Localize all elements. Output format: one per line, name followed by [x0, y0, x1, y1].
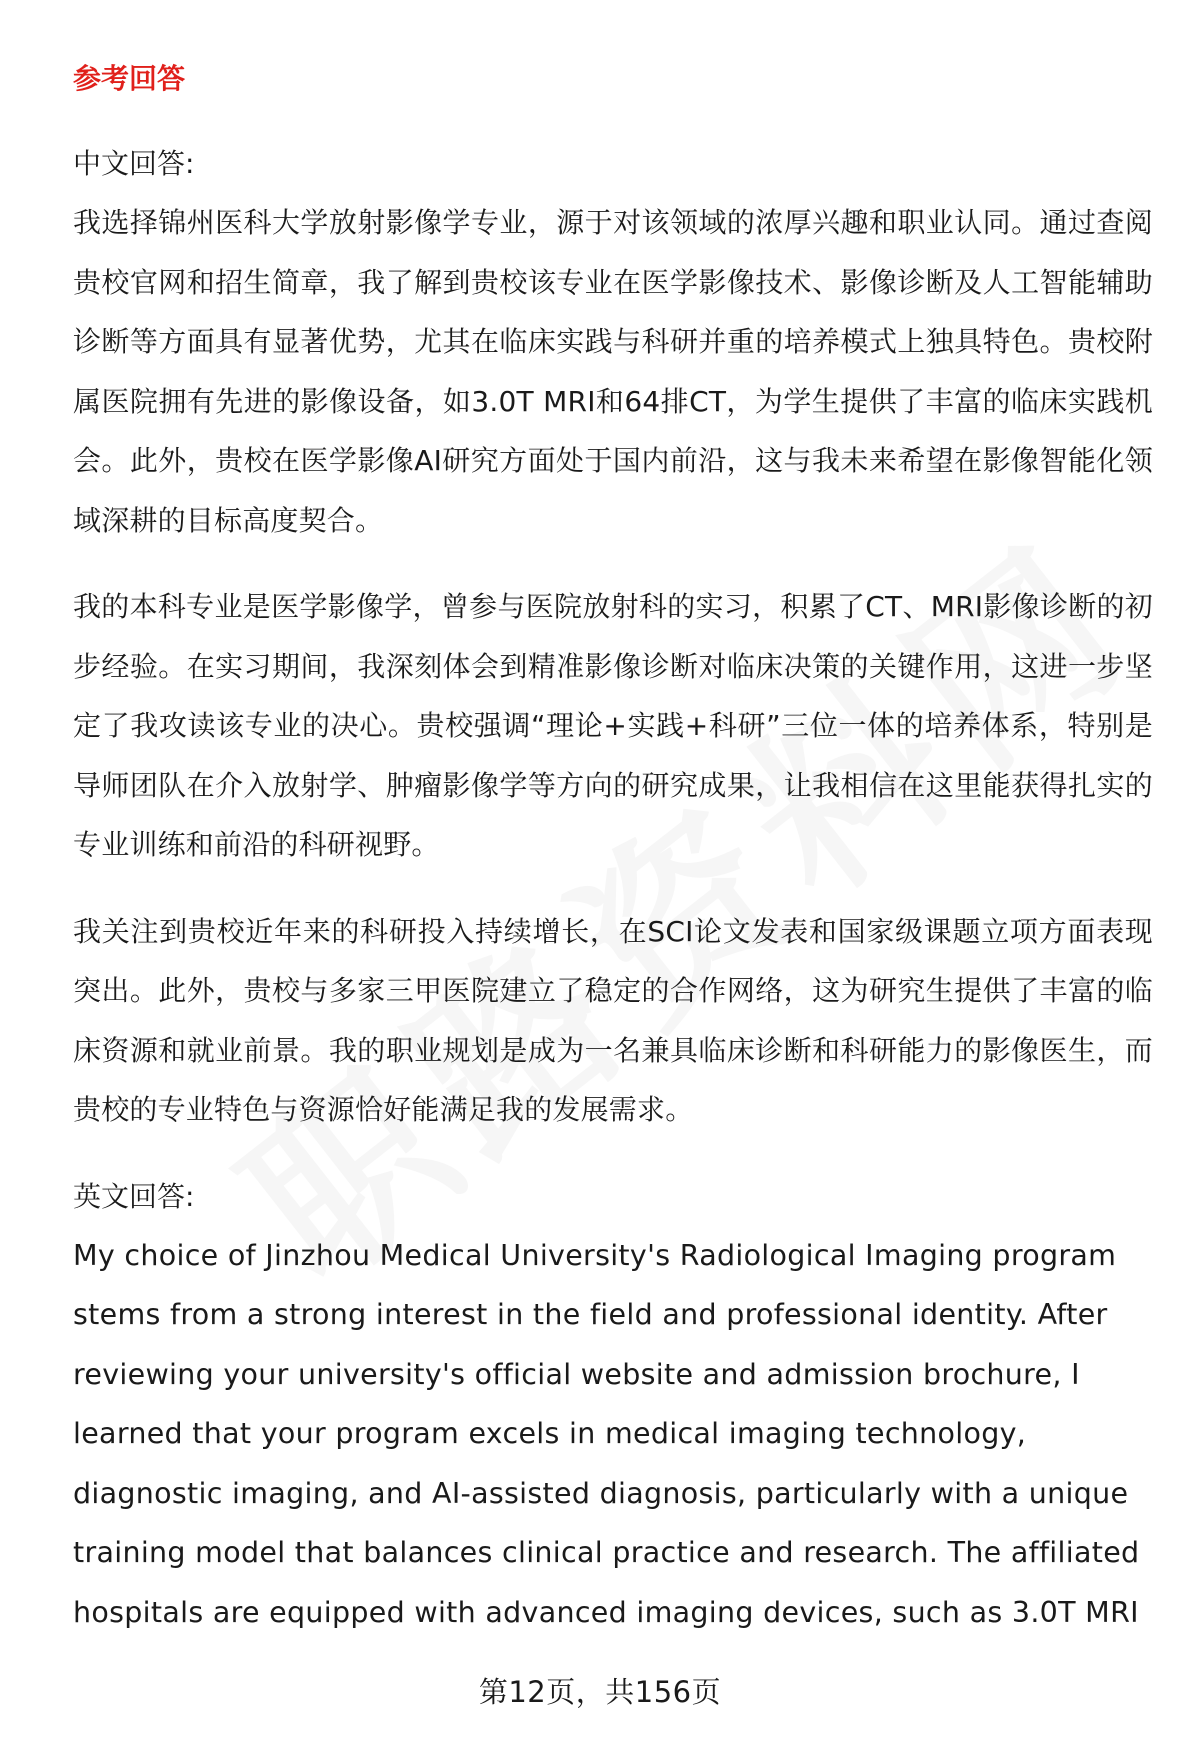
page-indicator: 第12页，共156页 — [478, 1675, 722, 1709]
chinese-answer-label: 中文回答: — [73, 147, 195, 180]
chinese-paragraph-2: 我的本科专业是医学影像学，曾参与医院放射科的实习，积累了CT、MRI影像诊断的初步经验。在实习期间，我深刻体会到精准影像诊断对临床决策的关键作用，这进一步坚定了我攻读该专业的决心。贵校强调“理论+实践+科研”三位一体的培养体系，特别是导师团队在介入放射学、肿瘤影像学等方向的研究成果，让我相信在这里能获得扎实的专业训练和前沿的科研视野。 — [73, 590, 1153, 861]
section-title: 参考回答 — [73, 62, 186, 95]
chinese-paragraph-3: 我关注到贵校近年来的科研投入持续增长，在SCI论文发表和国家级课题立项方面表现突出。此外，贵校与多家三甲医院建立了稳定的合作网络，这为研究生提供了丰富的临床资源和就业前景。我的职业规划是成为一名兼具临床诊断和科研能力的影像医生，而贵校的专业特色与资源恰好能满足我的发展需求。 — [73, 914, 1153, 1126]
english-answer-label: 英文回答: — [73, 1179, 195, 1213]
chinese-paragraph-1: 我选择锦州医科大学放射影像学专业，源于对该领域的浓厚兴趣和职业认同。通过查阅贵校官网和招生简章，我了解到贵校该专业在医学影像技术、影像诊断及人工智能辅助诊断等方面具有显著优势，尤其在临床实践与科研并重的培养模式上独具特色。贵校附属医院拥有先进的影像设备，如3.0T MRI和64排CT，为学生提供了丰富的临床实践机会。此外，贵校在医学影像AI研究方面处于国内前沿，这与我未来希望在影像智能化领域深耕的目标高度契合。 — [73, 206, 1153, 537]
english-paragraph: My choice of Jinzhou Medical University's Radiological Imaging program stems from a strong interest in the field and professional identity. After reviewing your university's official website and admission brochure, I learned that your program excels in medical imaging technology, diagnostic imaging, and AI-assisted diagnosis, particularly with a unique training model that balances clinical practice and research. The affiliated hospitals are equipped with advanced imaging devices, such as 3.0T MRI — [73, 1238, 1140, 1629]
page-content — [73, 58, 1153, 1642]
